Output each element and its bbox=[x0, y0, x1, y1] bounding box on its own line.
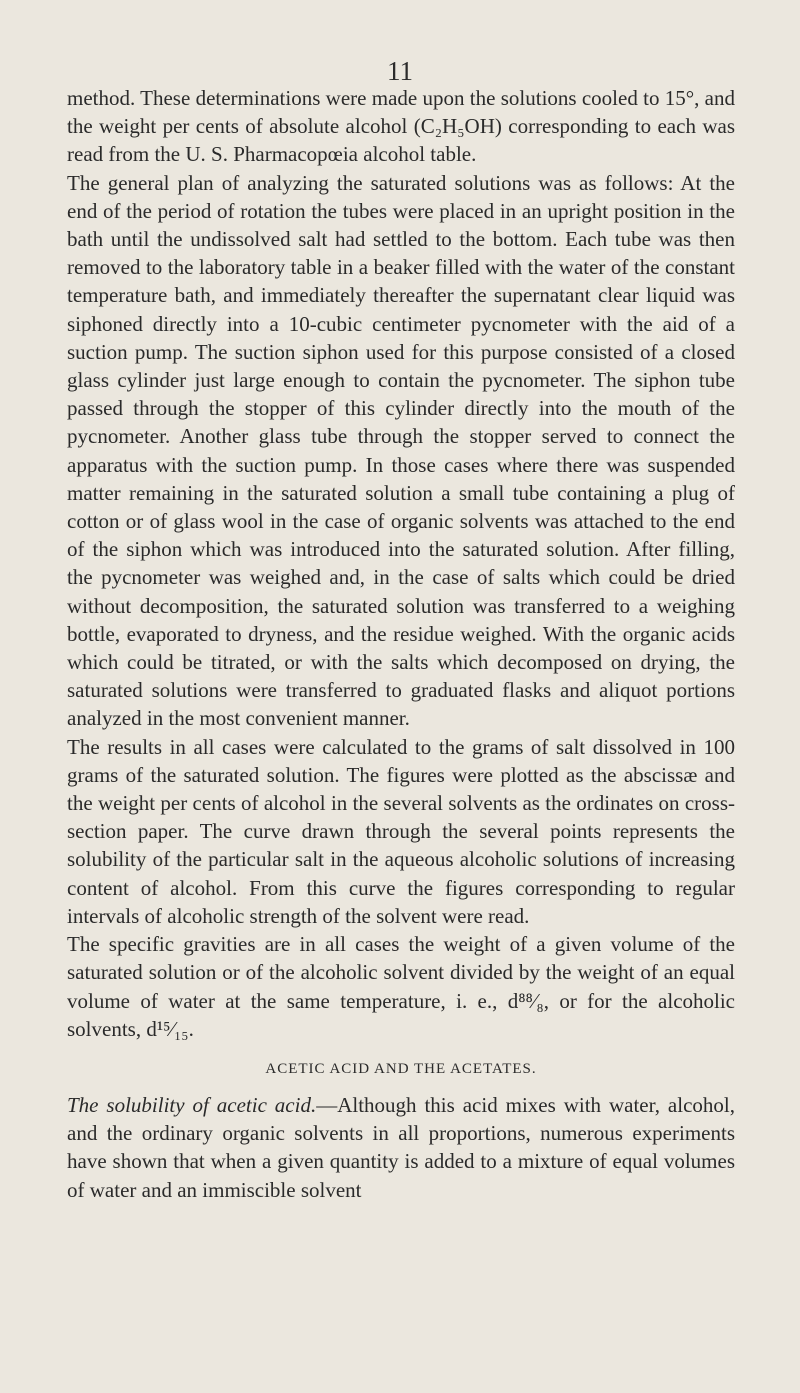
paragraph-specific-gravities: The specific gravities are in all cases the weight of a given volume of the saturated solution or of the alcoholic solvent divided by the weight of an equal volume of water at the same temperature, i. e., d⁸⁸⁄₈, or for the alcoholic solvents, d¹⁵⁄₁₅. bbox=[67, 932, 735, 1041]
paragraph-lead-italic: The solubility of acetic acid. bbox=[67, 1092, 317, 1117]
paragraph-results: The results in all cases were calculated to the grams of salt dissolved in 100 grams of the saturated solution. The figures were plotted as the abscissæ and the weight per cents of alcohol in the several solvents as the ordinates on cross-section paper. The curve drawn through the several points represents the solubility of the particular salt in the aqueous alcoholic solutions of increasing content of alcohol. From this curve the figures corresponding to regular intervals of alcoholic strength of the solvent were read. bbox=[67, 734, 735, 928]
paragraph-acetic-acid-solubility bbox=[67, 1091, 735, 1204]
paragraph-method-continuation: method. These determinations were made upon the solutions cooled to 15°, and the weight per cents of absolute alcohol (C₂H₅OH) corresponding to each was read from the U. S. Pharmacopœia alcohol table. bbox=[67, 86, 735, 167]
page-number: 11 bbox=[387, 56, 413, 86]
paragraph-lead-rest: —Although this acid mixes with water, alcohol, and the ordinary organic solvents in all proportions, numerous experiments have shown that when a given quantity is added to a mixture of equal volumes of water and an immiscible solvent bbox=[67, 1092, 735, 1202]
paragraph-general-plan: The general plan of analyzing the saturated solutions was as follows: At the end of the period of rotation the tubes were placed in an upright position in the bath until the undissolved salt had settled to the bottom. Each tube was then removed to the laboratory table in a beaker filled with the water of the constant temperature bath, and immediately thereafter the supernatant clear liquid was siphoned directly into a 10-cubic centimeter pycnometer with the aid of a suction pump. The suction siphon used for this purpose consisted of a closed glass cylinder just large enough to contain the pycnometer. The siphon tube passed through the stopper of this cylinder directly into the mouth of the pycnometer. Another glass tube through the stopper served to connect the apparatus with the suction pump. In those cases where there was suspended matter remaining in the saturated solution a small tube containing a plug of cotton or of glass wool in the case of organic solvents was attached to the end of the siphon which was introduced into the saturated solution. After filling, the pycnometer was weighed and, in the case of salts which could be dried without decomposition, the saturated solution was transferred to a weighing bottle, evaporated to dryness, and the residue weighed. With the organic acids which could be titrated, or with the salts which decomposed on drying, the saturated solutions were transferred to graduated flasks and aliquot portions analyzed in the most convenient manner. bbox=[67, 170, 735, 731]
section-heading: ACETIC ACID AND THE ACETATES. bbox=[265, 1060, 537, 1077]
body-text bbox=[67, 84, 735, 1204]
